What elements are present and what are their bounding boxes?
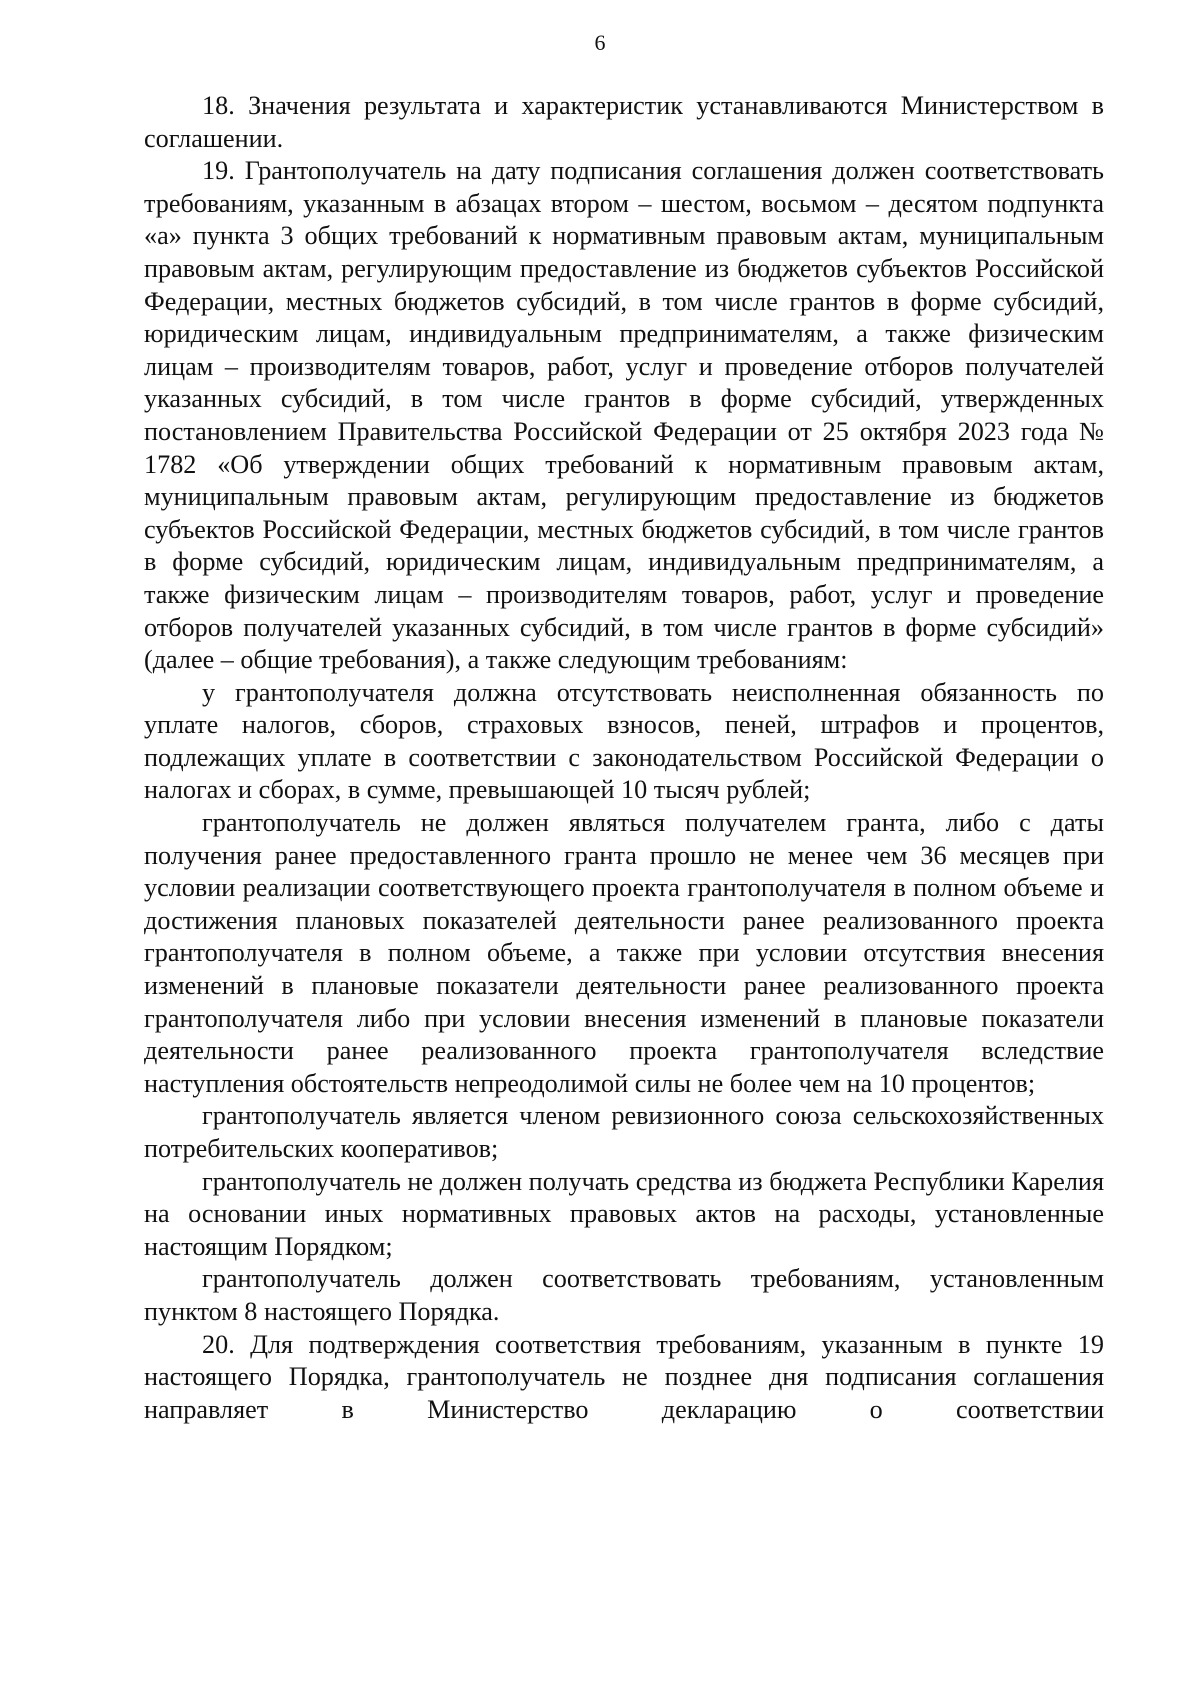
paragraph-requirement-no-other-funds: грантополучатель не должен получать средства из бюджета Республики Карелия на основании иных нормативных правовых актов на расходы, установленные настоящим Порядком; bbox=[144, 1166, 1104, 1261]
paragraph-item-19: 19. Грантополучатель на дату подписания соглашения должен соответствовать требованиям, указанным в абзацах втором – шестом, восьмом – десятом подпункта «а» пункта 3 общих требований к нормативным правовым актам, муниципальным правовым актам, регулирующим предоставление из бюджетов субъектов Российской Федерации, местных бюджетов субсидий, в том числе грантов в форме субсидий, юридическим лицам, индивидуальным предпринимателям, а также физическим лицам – производителям товаров, работ, услуг и проведение отборов получателей указанных субсидий, в том числе грантов в форме субсидий, утвержденных постановлением Правительства Российской Федерации от 25 октября 2023 года № 1782 «Об утверждении общих требований к нормативным правовым актам, муниципальным правовым актам, регулирующим предоставление из бюджетов субъектов Российской Федерации, местных бюджетов субсидий, в том числе грантов в форме субсидий, юридическим лицам, индивидуальным предпринимателям, а также физическим лицам – производителям товаров, работ, услуг и проведение отборов получателей указанных субсидий, в том числе грантов в форме субсидий» (далее – общие требования), а также следующим требованиям: bbox=[144, 156, 1104, 675]
paragraph-requirement-audit-union: грантополучатель является членом ревизионного союза сельскохозяйственных потребительских кооперативов; bbox=[144, 1101, 1104, 1163]
paragraph-requirement-tax-debt: у грантополучателя должна отсутствовать неисполненная обязанность по уплате налогов, сборов, страховых взносов, пеней, штрафов и процентов, подлежащих уплате в соответствии с законодательством Российской Федерации о налогах и сборах, в сумме, превышающей 10 тысяч рублей; bbox=[144, 677, 1104, 805]
page-number: 6 bbox=[594, 30, 606, 55]
document-body bbox=[144, 90, 1104, 1426]
paragraph-item-18: 18. Значения результата и характеристик устанавливаются Министерством в соглашении. bbox=[144, 91, 1104, 153]
paragraph-item-20: 20. Для подтверждения соответствия требованиям, указанным в пункте 19 настоящего Порядка, грантополучатель не позднее дня подписания соглашения направляет в Министерство декларацию о соответствии bbox=[144, 1329, 1104, 1424]
paragraph-requirement-previous-grant: грантополучатель не должен являться получателем гранта, либо с даты получения ранее предоставленного гранта прошло не менее чем 36 месяцев при условии реализации соответствующего проекта грантополучателя в полном объеме и достижения плановых показателей деятельности ранее реализованного проекта грантополучателя в полном объеме, а также при условии отсутствия внесения изменений в плановые показатели деятельности ранее реализованного проекта грантополучателя либо при условии внесения изменений в плановые показатели деятельности ранее реализованного проекта грантополучателя вследствие наступления обстоятельств непреодолимой силы не более чем на 10 процентов; bbox=[144, 808, 1104, 1098]
paragraph-requirement-point-8: грантополучатель должен соответствовать требованиям, установленным пунктом 8 настоящего Порядка. bbox=[144, 1264, 1104, 1326]
